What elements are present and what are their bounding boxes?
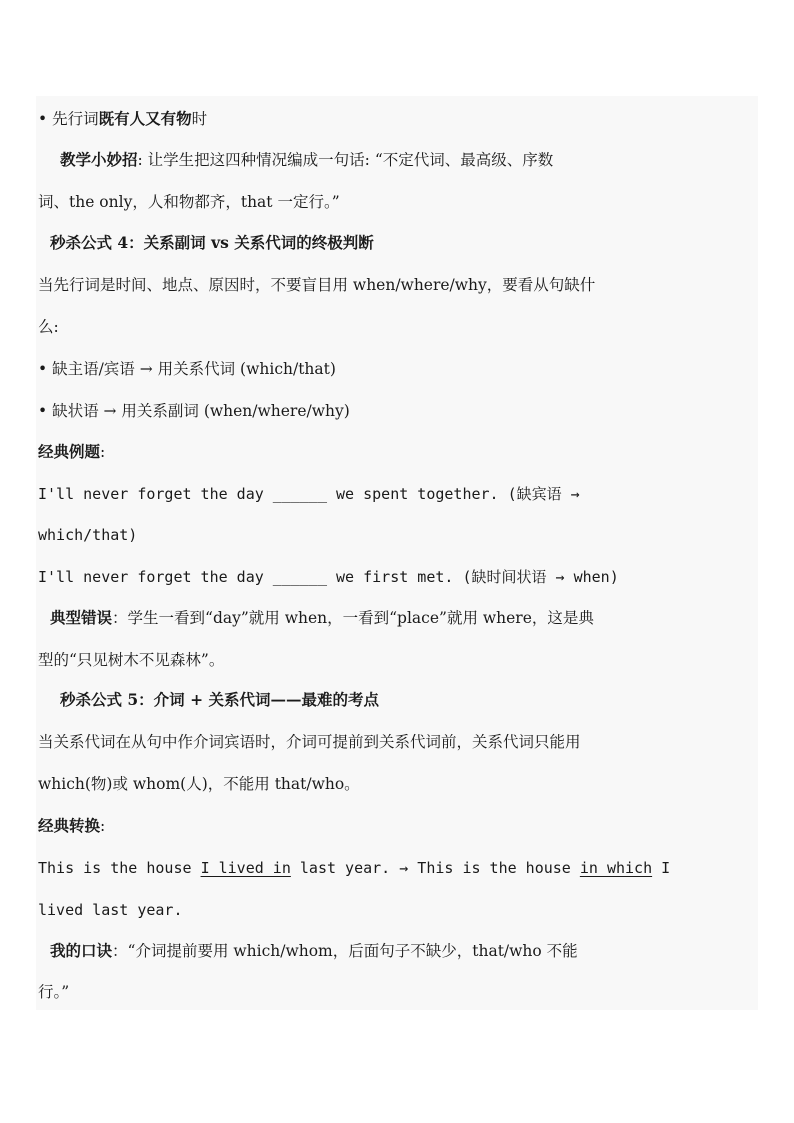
typical-mistake: 典型错误：学生一看到“day”就用 when，一看到“place”就用 where，这是典 [50,608,594,627]
bullet-missing-adverbial: • 缺状语 → 用关系副词 (when/where/why) [38,402,350,420]
heading-formula-4: 秒杀公式 4：关系副词 vs 关系代词的终极判断 [50,233,374,252]
example-sentence-1-cont: which/that) [38,526,138,544]
typical-mistake-cont: 型的“只见树木不见森林”。 [38,651,225,669]
bullet-mixed-antecedent: • 先行词既有人又有物时 [38,109,208,128]
underlined-clause: I lived in [200,859,291,877]
paragraph-formula-4: 当先行词是时间、地点、原因时，不要盲目用 when/where/why，要看从句缺什 [38,276,596,294]
heading-transformation: 经典转换: [38,816,106,835]
transformation-sentence-cont: lived last year. [38,901,183,919]
bullet-missing-subject-object: • 缺主语/宾语 → 用关系代词 (which/that) [38,360,336,378]
teaching-tip-cont: 词、the only，人和物都齐，that 一定行。” [38,193,340,211]
paragraph-formula-4-cont: 么: [38,318,59,336]
underlined-prep-pronoun: in which [579,859,653,877]
mnemonic-cont: 行。” [38,983,70,1001]
example-sentence-2: I'll never forget the day ______ we first met. (缺时间状语 → when) [38,568,619,586]
example-sentence-1: I'll never forget the day ______ we spent together. (缺宾语 → [38,485,580,503]
heading-example: 经典例题: [38,442,106,461]
teaching-tip: 教学小妙招: 让学生把这四种情况编成一句话: “不定代词、最高级、序数 [60,150,554,169]
transformation-sentence: This is the house I lived in last year. → This is the house in which I [38,859,671,877]
heading-formula-5: 秒杀公式 5：介词 + 关系代词——最难的考点 [60,690,379,709]
mnemonic: 我的口诀：“介词提前要用 which/whom，后面句子不缺少，that/who 不能 [50,941,578,960]
paragraph-formula-5: 当关系代词在从句中作介词宾语时，介词可提前到关系代词前，关系代词只能用 [38,733,581,751]
paragraph-formula-5-cont: which(物)或 whom(人)，不能用 that/who。 [38,775,360,793]
